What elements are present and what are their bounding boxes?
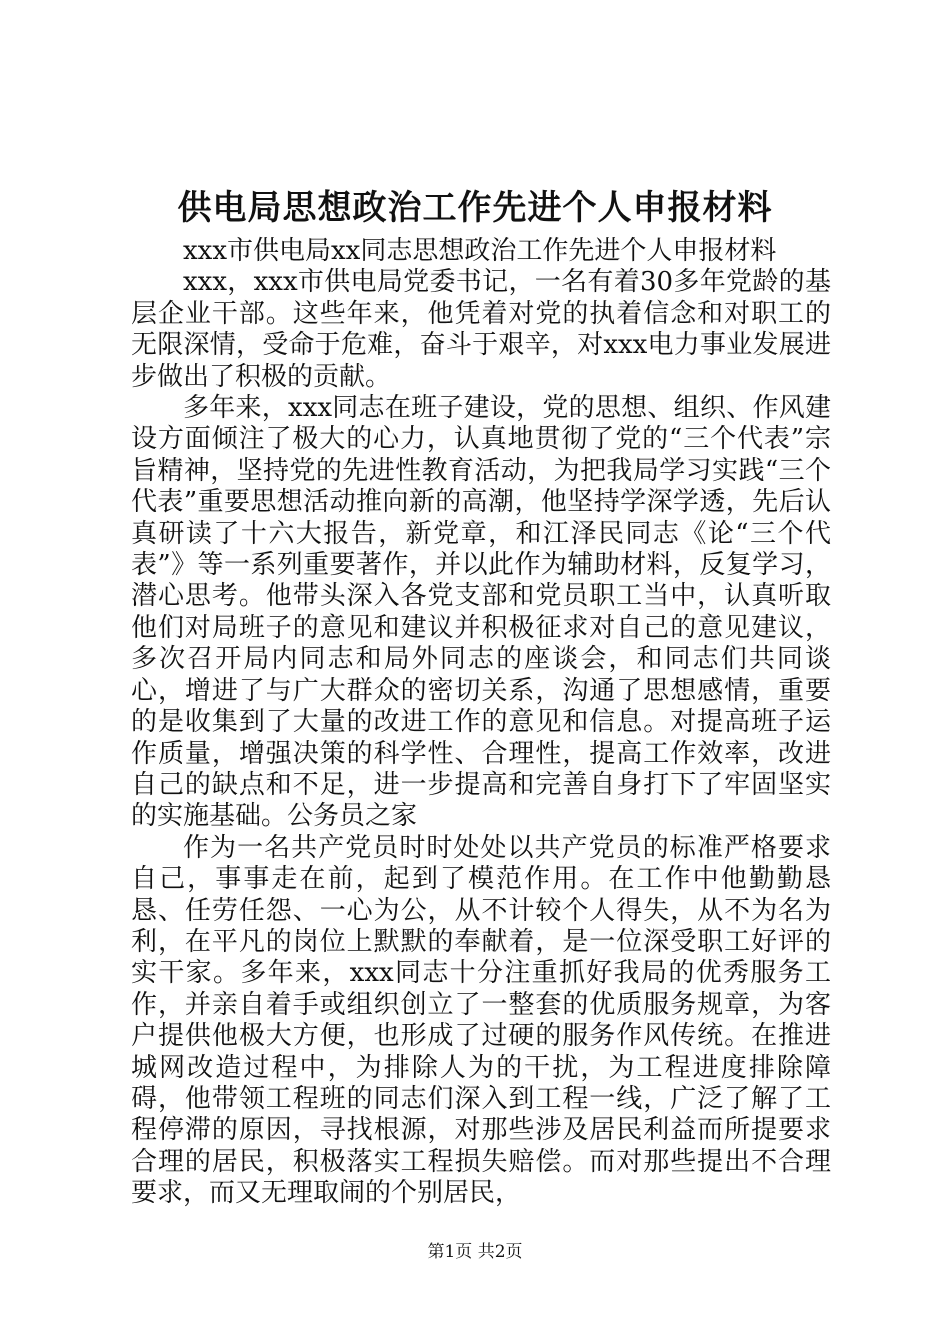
body-paragraph: 多年来，xxx同志在班子建设，党的思想、组织、作风建设方面倾注了极大的心力，认真地贯彻了党的“三个代表”宗旨精神，坚持党的先进性教育活动，为把我局学习实践“三个代表”重要思想活动推向新的高潮，他坚持学深学透，先后认真研读了十六大报告，新党章，和江泽民同志《论“三个代表”》等一系列重要著作，并以此作为辅助材料，反复学习，潜心思考。他带头深入各党支部和党员职工当中，认真听取他们对局班子的意见和建议并积极征求对自己的意见建议，多次召开局内同志和局外同志的座谈会，和同志们共同谈心，增进了与广大群众的密切关系，沟通了思想感情，重要的是收集到了大量的改进工作的意见和信息。对提高班子运作质量，增强决策的科学性、合理性，提高工作效率，改进自己的缺点和不足，进一步提高和完善自身打下了牢固坚实的实施基础。公务员之家 [131, 393, 831, 832]
document-title: 供电局思想政治工作先进个人申报材料 [177, 188, 773, 228]
body-paragraph: 作为一名共产党员时时处处以共产党员的标准严格要求自己，事事走在前，起到了模范作用。在工作中他勤勤恳恳、任劳任怨、一心为公，从不计较个人得失，从不为名为利，在平凡的岗位上默默的奉献着，是一位深受职工好评的实干家。多年来，xxx同志十分注重抓好我局的优秀服务工作，并亲自着手或组织创立了一整套的优质服务规章，为客户提供他极大方便，也形成了过硬的服务作风传统。在推进城网改造过程中，为排除人为的干扰，为工程进度排除障碍，他带领工程班的同志们深入到工程一线，广泛了解了工程停滞的原因，寻找根源，对那些涉及居民利益而所提要求合理的居民，积极落实工程损失赔偿。而对那些提出不合理要求，而又无理取闹的个别居民， [131, 832, 831, 1209]
document-body [131, 236, 831, 1210]
subtitle-paragraph: xxx市供电局xx同志思想政治工作先进个人申报材料 [183, 236, 777, 266]
body-paragraph: xxx，xxx市供电局党委书记，一名有着30多年党龄的基层企业干部。这些年来，他凭着对党的执着信念和对职工的无限深情，受命于危难，奋斗于艰辛，对xxx电力事业发展进步做出了积极的贡献。 [131, 267, 831, 392]
page-footer: 第1页 共2页 [427, 1242, 523, 1262]
